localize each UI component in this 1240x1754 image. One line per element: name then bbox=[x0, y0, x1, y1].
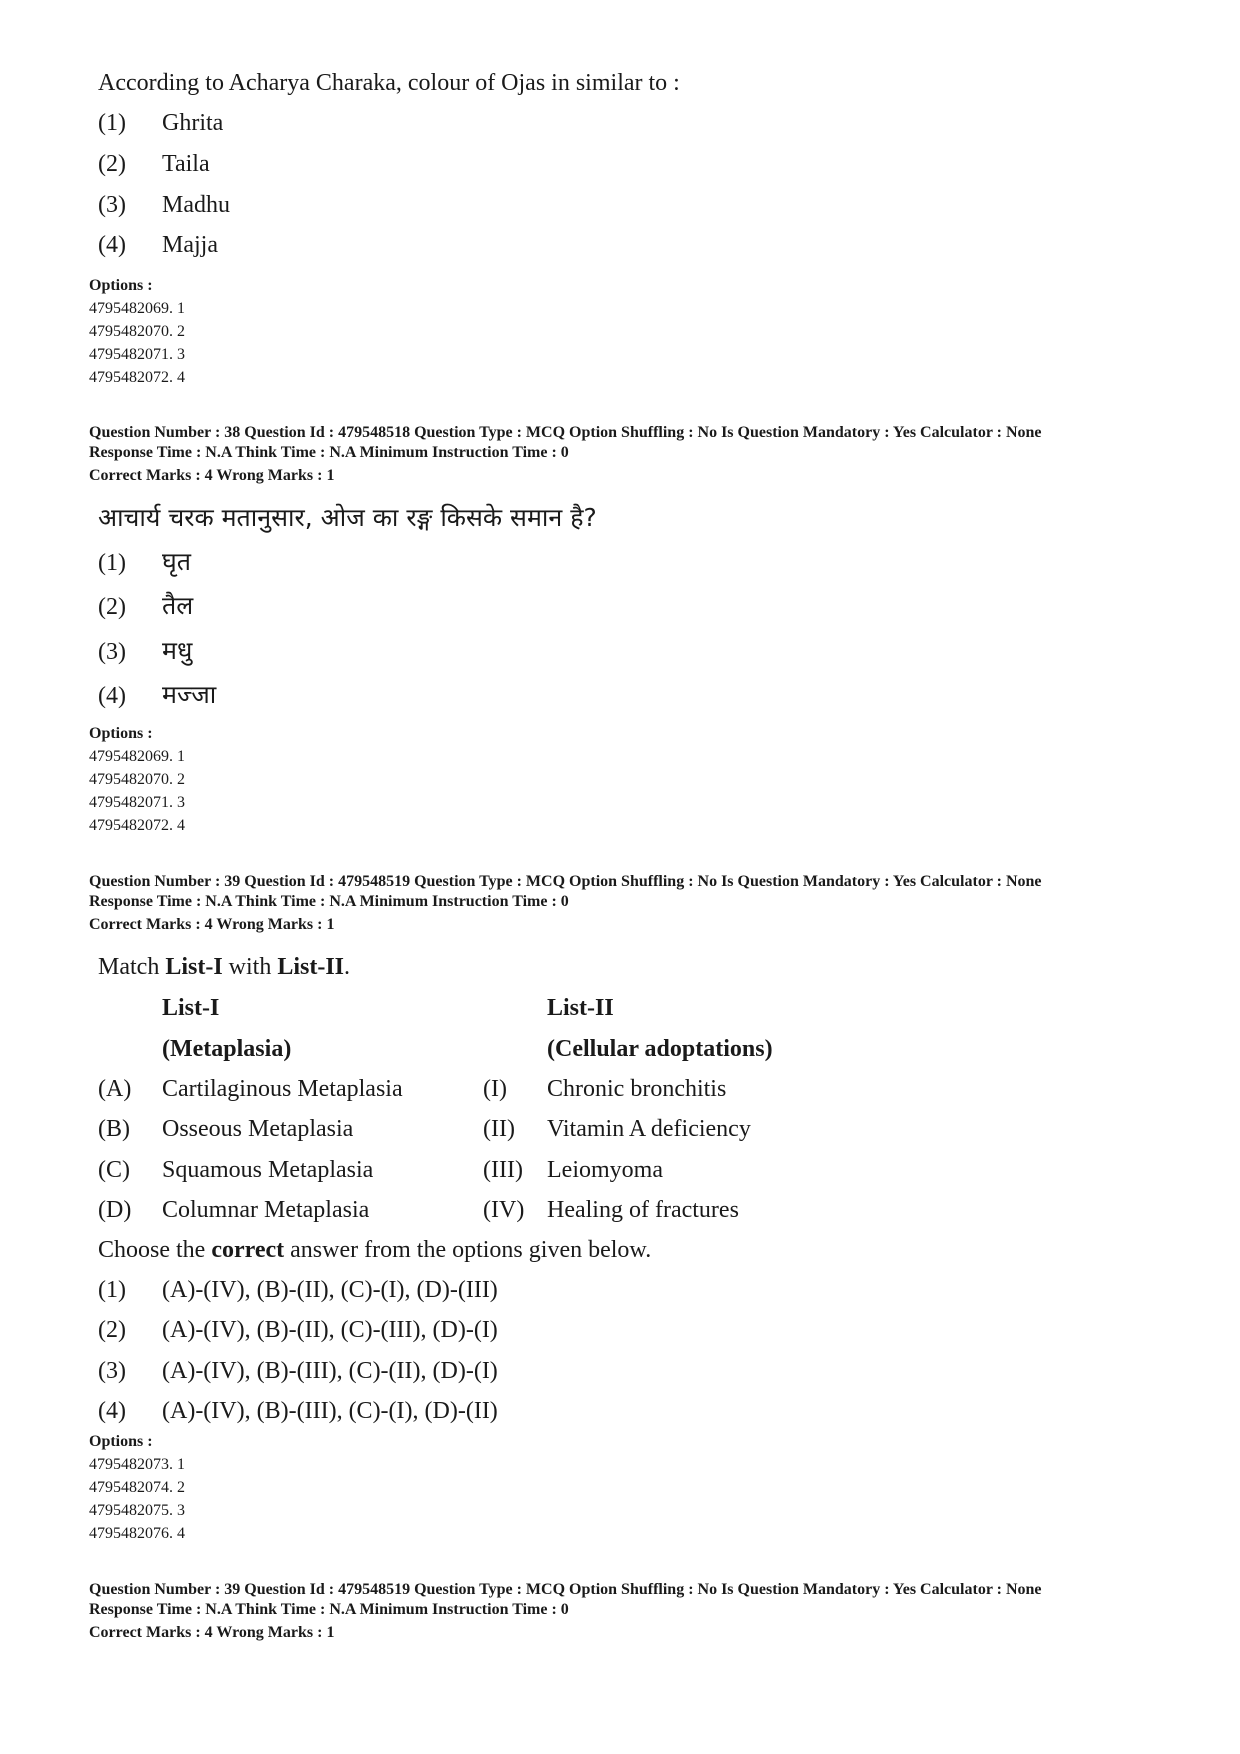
match-row-iv-text: Healing of fractures bbox=[547, 1197, 739, 1223]
q39-option-id-3: 4795482075. 3 bbox=[89, 1502, 185, 1519]
q38-question-text: आचार्य चरक मतानुसार, ओज का रङ्ग किसके समान है? bbox=[98, 503, 597, 532]
match-row-c-text: Squamous Metaplasia bbox=[162, 1157, 374, 1183]
choice-text: (A)-(IV), (B)-(II), (C)-(III), (D)-(I) bbox=[162, 1317, 498, 1343]
intro-prefix: Match bbox=[98, 954, 166, 980]
q38-option-id-2: 4795482070. 2 bbox=[89, 771, 185, 788]
q37-choice-3 bbox=[98, 190, 230, 220]
intro-list1: List-I bbox=[165, 954, 223, 980]
choice-number: (3) bbox=[98, 639, 126, 665]
choice-number: (1) bbox=[98, 550, 126, 576]
list1-heading: List-I bbox=[162, 995, 220, 1021]
q38-choice-3 bbox=[98, 636, 192, 667]
q38-option-id-1: 4795482069. 1 bbox=[89, 748, 185, 765]
match-row-iii-label: (III) bbox=[483, 1157, 523, 1183]
match-row-iv-label: (IV) bbox=[483, 1197, 525, 1223]
choice-number: (2) bbox=[98, 594, 126, 620]
q39-option-id-4: 4795482076. 4 bbox=[89, 1525, 185, 1542]
match-row-c-label: (C) bbox=[98, 1157, 130, 1183]
choice-number: (2) bbox=[98, 1317, 126, 1343]
q39-instruction bbox=[98, 1235, 651, 1265]
choice-number: (4) bbox=[98, 1398, 126, 1424]
q38-choice-2 bbox=[98, 591, 193, 622]
q39-intro bbox=[98, 952, 350, 982]
match-row-d-label: (D) bbox=[98, 1197, 132, 1223]
q37-option-id-3: 4795482071. 3 bbox=[89, 346, 185, 363]
q37-options-label: Options : bbox=[89, 277, 153, 294]
list1-subheading: (Metaplasia) bbox=[162, 1036, 292, 1062]
q38-option-id-3: 4795482071. 3 bbox=[89, 794, 185, 811]
q39-meta-line1: Question Number : 39 Question Id : 479548519 Question Type : MCQ Option Shuffling : No Is Question Mandatory : Yes Calculator : None bbox=[89, 873, 1042, 890]
choice-number: (4) bbox=[98, 232, 126, 258]
instruction-bold: correct bbox=[211, 1237, 285, 1263]
match-row-iii-text: Leiomyoma bbox=[547, 1157, 663, 1183]
choice-number: (3) bbox=[98, 192, 126, 218]
q39-option-id-1: 4795482073. 1 bbox=[89, 1456, 185, 1473]
match-row-ii-text: Vitamin A deficiency bbox=[547, 1116, 751, 1142]
intro-suffix: . bbox=[344, 954, 351, 980]
q38-options-label: Options : bbox=[89, 725, 153, 742]
match-row-b-label: (B) bbox=[98, 1116, 130, 1142]
intro-with: with bbox=[222, 954, 278, 980]
q39-meta-line2: Response Time : N.A Think Time : N.A Minimum Instruction Time : 0 bbox=[89, 893, 569, 910]
q39-choice-4 bbox=[98, 1396, 498, 1426]
q39-option-id-2: 4795482074. 2 bbox=[89, 1479, 185, 1496]
q39b-marks: Correct Marks : 4 Wrong Marks : 1 bbox=[89, 1624, 335, 1641]
choice-number: (1) bbox=[98, 110, 126, 136]
q37-question-text: According to Acharya Charaka, colour of Ojas in similar to : bbox=[98, 70, 680, 96]
q37-choice-2 bbox=[98, 149, 210, 179]
q37-option-id-2: 4795482070. 2 bbox=[89, 323, 185, 340]
q37-choice-4 bbox=[98, 230, 218, 260]
choice-text: Taila bbox=[162, 151, 210, 177]
q37-choice-1 bbox=[98, 108, 223, 138]
list2-heading: List-II bbox=[547, 995, 614, 1021]
q38-choice-1 bbox=[98, 547, 191, 578]
q39-options-label: Options : bbox=[89, 1433, 153, 1450]
choice-text: मज्जा bbox=[162, 680, 217, 709]
q39b-meta-line2: Response Time : N.A Think Time : N.A Minimum Instruction Time : 0 bbox=[89, 1601, 569, 1618]
match-row-a-label: (A) bbox=[98, 1076, 132, 1102]
q39-choice-3 bbox=[98, 1356, 498, 1386]
q38-marks: Correct Marks : 4 Wrong Marks : 1 bbox=[89, 467, 335, 484]
choice-number: (4) bbox=[98, 683, 126, 709]
q39b-meta-line1: Question Number : 39 Question Id : 479548519 Question Type : MCQ Option Shuffling : No Is Question Mandatory : Yes Calculator : None bbox=[89, 1581, 1042, 1598]
instruction-prefix: Choose the bbox=[98, 1237, 212, 1263]
match-row-b-text: Osseous Metaplasia bbox=[162, 1116, 354, 1142]
choice-text: मधु bbox=[162, 636, 193, 665]
q38-choice-4 bbox=[98, 680, 216, 711]
intro-list2: List-II bbox=[277, 954, 345, 980]
match-row-ii-label: (II) bbox=[483, 1116, 515, 1142]
q39-choice-2 bbox=[98, 1315, 498, 1345]
q37-option-id-1: 4795482069. 1 bbox=[89, 300, 185, 317]
q38-meta-line1: Question Number : 38 Question Id : 479548518 Question Type : MCQ Option Shuffling : No Is Question Mandatory : Yes Calculator : None bbox=[89, 424, 1042, 441]
q38-meta-line2: Response Time : N.A Think Time : N.A Minimum Instruction Time : 0 bbox=[89, 444, 569, 461]
choice-text: Majja bbox=[162, 232, 218, 258]
choice-text: Ghrita bbox=[162, 110, 224, 136]
match-row-i-text: Chronic bronchitis bbox=[547, 1076, 727, 1102]
choice-text: (A)-(IV), (B)-(II), (C)-(I), (D)-(III) bbox=[162, 1277, 498, 1303]
match-row-d-text: Columnar Metaplasia bbox=[162, 1197, 370, 1223]
match-row-a-text: Cartilaginous Metaplasia bbox=[162, 1076, 403, 1102]
choice-text: तैल bbox=[162, 591, 194, 620]
q38-option-id-4: 4795482072. 4 bbox=[89, 817, 185, 834]
choice-text: (A)-(IV), (B)-(III), (C)-(II), (D)-(I) bbox=[162, 1358, 498, 1384]
q39-choice-1 bbox=[98, 1275, 498, 1305]
choice-text: Madhu bbox=[162, 192, 230, 218]
choice-text: घृत bbox=[162, 547, 192, 576]
q37-option-id-4: 4795482072. 4 bbox=[89, 369, 185, 386]
match-row-i-label: (I) bbox=[483, 1076, 507, 1102]
choice-number: (2) bbox=[98, 151, 126, 177]
choice-number: (1) bbox=[98, 1277, 126, 1303]
q39-marks: Correct Marks : 4 Wrong Marks : 1 bbox=[89, 916, 335, 933]
choice-text: (A)-(IV), (B)-(III), (C)-(I), (D)-(II) bbox=[162, 1398, 498, 1424]
choice-number: (3) bbox=[98, 1358, 126, 1384]
instruction-suffix: answer from the options given below. bbox=[284, 1237, 652, 1263]
list2-subheading: (Cellular adoptations) bbox=[547, 1036, 773, 1062]
